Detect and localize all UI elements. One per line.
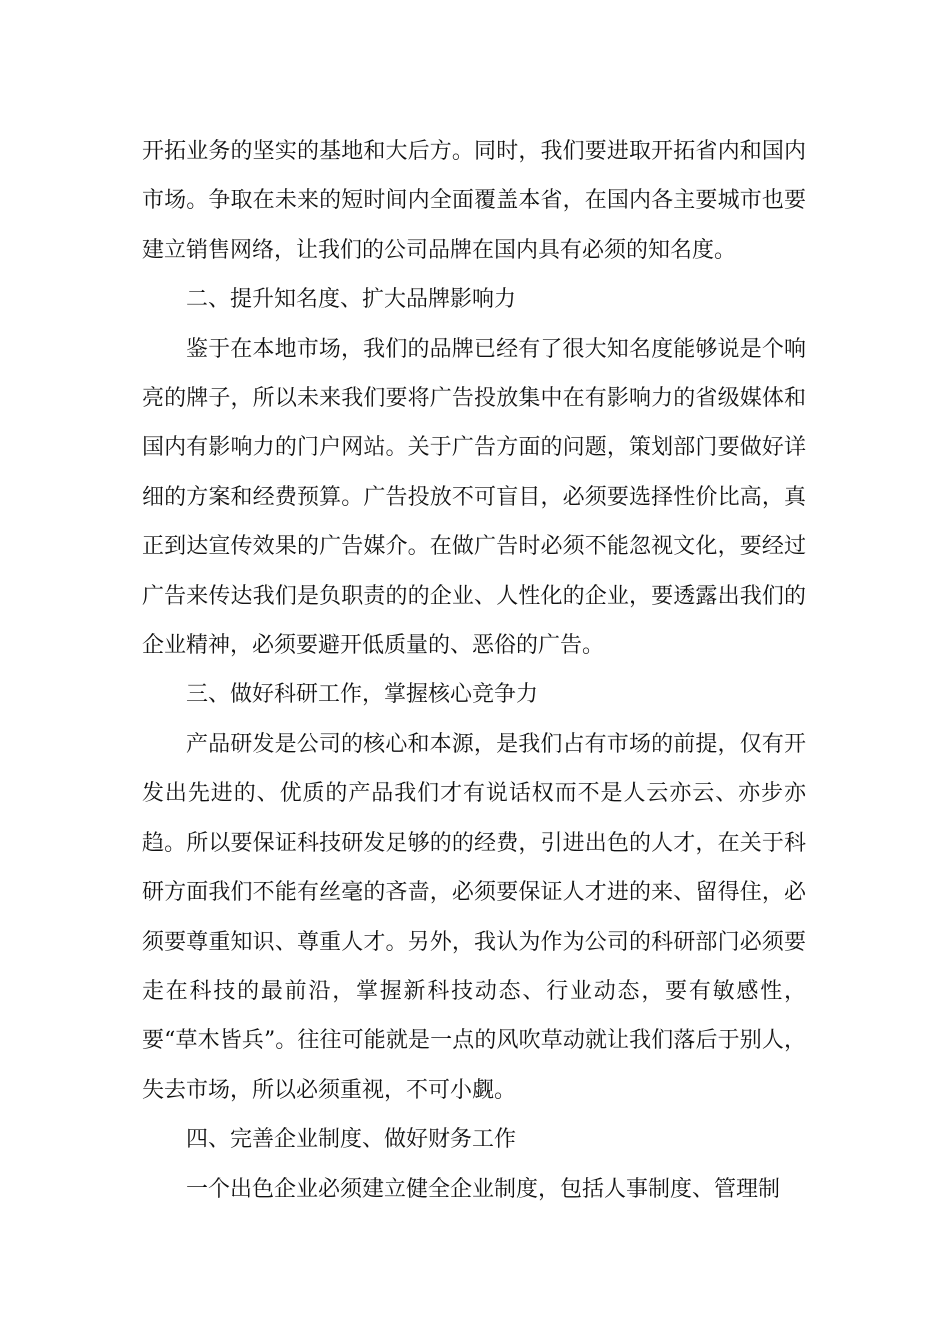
paragraph-research: 产品研发是公司的核心和本源，是我们占有市场的前提，仅有开发出先进的、优质的产品我们才有说话权而不是人云亦云、亦步亦趋。所以要保证科技研发足够的的经费，引进出色的人才，在关于科研方面我们不能有丝毫的吝啬，必须要保证人才进的来、留得住，必须要尊重知识、尊重人才。另外，我认为作为公司的科研部门必须要走在科技的最前沿，掌握新科技动态、行业动态，要有敏感性，要“草木皆兵”。往往可能就是一点的风吹草动就让我们落后于别人，失去市场，所以必须重视，不可小觑。 (142, 731, 806, 1103)
paragraph-brand: 鉴于在本地市场，我们的品牌已经有了很大知名度能够说是个响亮的牌子，所以未来我们要将广告投放集中在有影响力的省级媒体和国内有影响力的门户网站。关于广告方面的问题，策划部门要做好详细的方案和经费预算。广告投放不可盲目，必须要选择性价比高，真正到达宣传效果的广告媒介。在做广告时必须不能忽视文化，要经过广告来传达我们是负职责的的企业、人性化的企业，要透露出我们的企业精神，必须要避开低质量的、恶俗的广告。 (142, 336, 806, 659)
paragraph-system: 一个出色企业必须建立健全企业制度，包括人事制度、管理制 (186, 1176, 781, 1202)
section-heading-3: 三、做好科研工作，掌握核心竞争力 (186, 682, 539, 708)
paragraph-continuation: 开拓业务的坚实的基地和大后方。同时，我们要进取开拓省内和国内市场。争取在未来的短时间内全面覆盖本省，在国内各主要城市也要建立销售网络，让我们的公司品牌在国内具有必须的知名度。 (142, 139, 806, 263)
section-heading-2: 二、提升知名度、扩大品牌影响力 (186, 287, 517, 313)
document-body (142, 127, 806, 1214)
section-heading-4: 四、完善企业制度、做好财务工作 (186, 1127, 517, 1153)
